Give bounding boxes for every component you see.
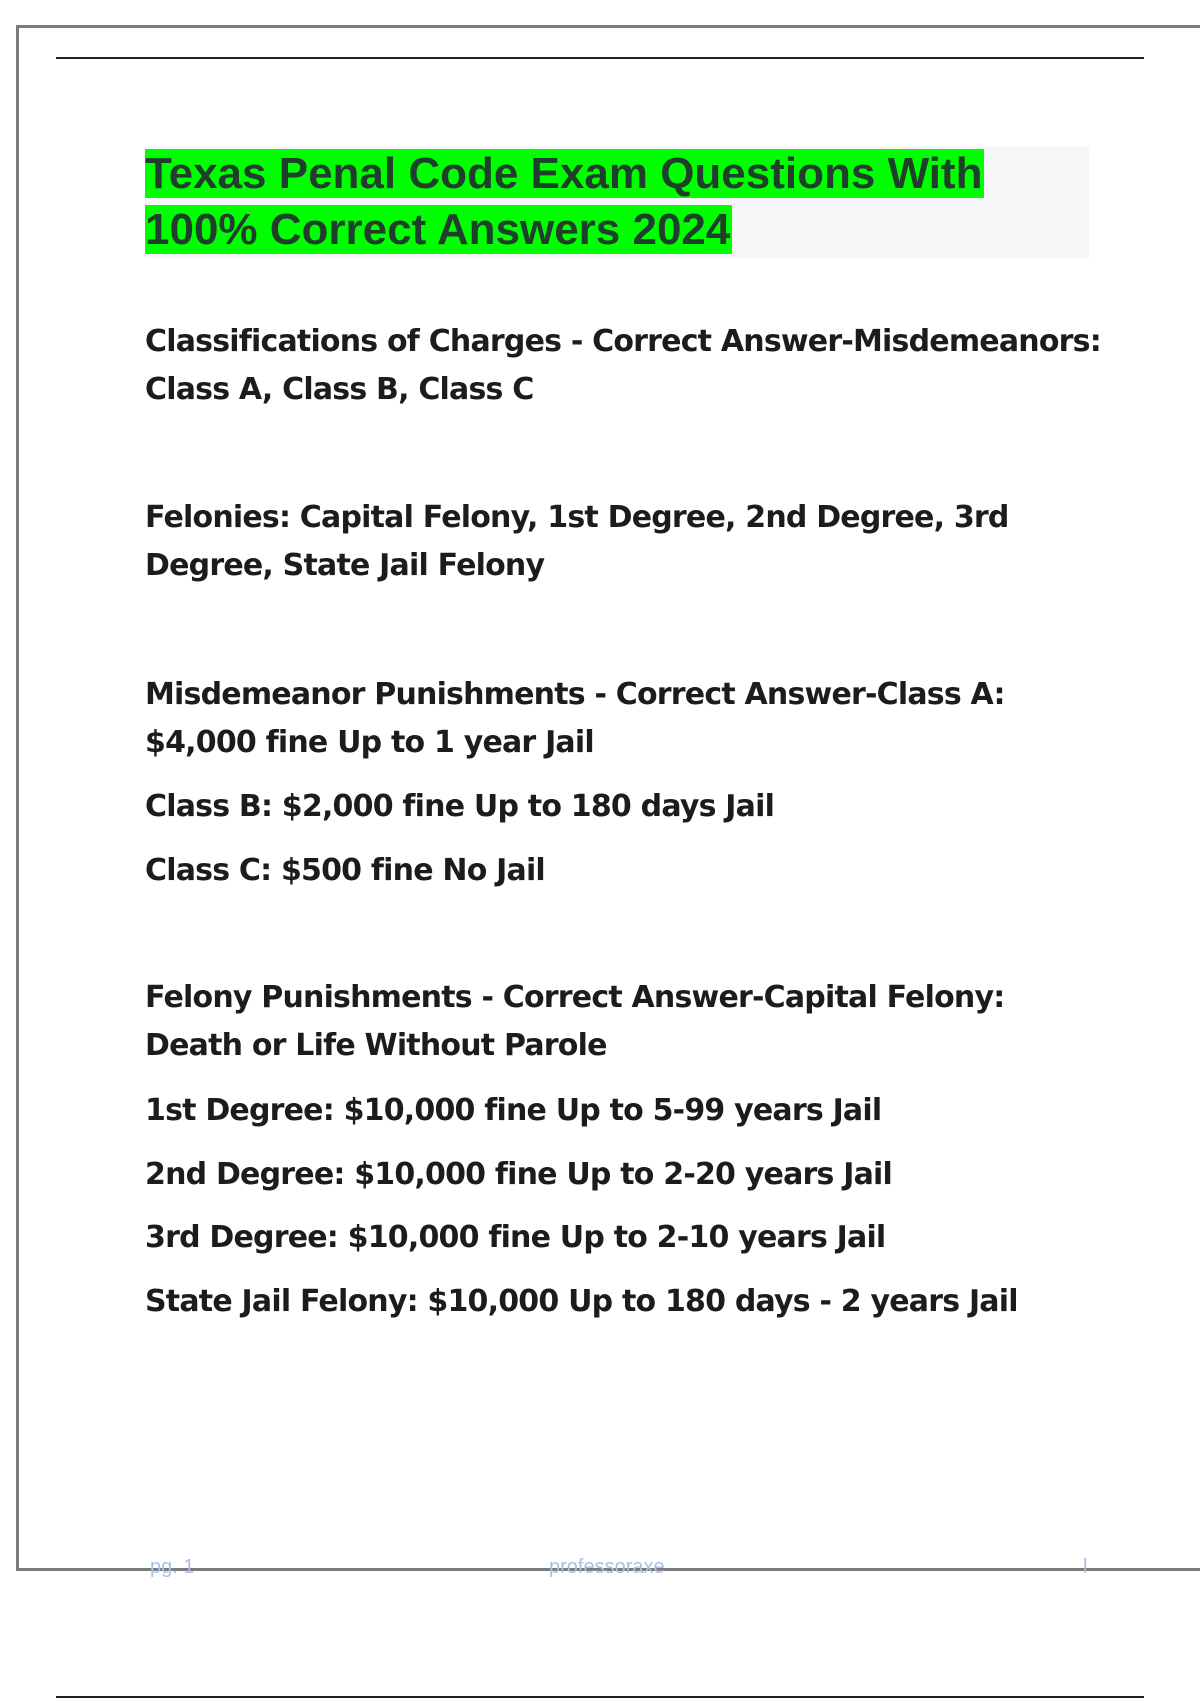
state-jail-punishment: State Jail Felony: $10,000 Up to 180 days - 2 years Jail [145, 1284, 1018, 1319]
bottom-rule [56, 1696, 1144, 1698]
class-b-row [145, 783, 1105, 831]
felonies-classification [145, 494, 1105, 590]
capital-felony-punishment: Felony Punishments - Correct Answer-Capital Felony: Death or Life Without Parole [145, 980, 1005, 1063]
felony-punishments-question [145, 974, 1105, 1070]
document-title [145, 146, 1089, 258]
first-degree-punishment: 1st Degree: $10,000 fine Up to 5-99 years Jail [145, 1093, 882, 1128]
first-degree-row [145, 1087, 1105, 1135]
footer-marker: l [1083, 1556, 1088, 1578]
page-footer [0, 1556, 1200, 1586]
third-degree-row [145, 1214, 1105, 1262]
misdemeanor-punishments-question [145, 671, 1105, 767]
header-rule [56, 57, 1144, 59]
title-line-1: Texas Penal Code Exam Questions With [145, 149, 983, 198]
class-a-punishment: Misdemeanor Punishments - Correct Answer-Class A: $4,000 fine Up to 1 year Jail [145, 677, 1005, 760]
felonies-answer: Felonies: Capital Felony, 1st Degree, 2nd Degree, 3rd Degree, State Jail Felony [145, 500, 1009, 583]
state-jail-row [145, 1278, 1105, 1326]
title-block [145, 146, 1089, 258]
footer-author: professoraxe [549, 1556, 665, 1578]
second-degree-row [145, 1151, 1105, 1199]
page-number: pg. 1 [150, 1556, 195, 1578]
class-b-punishment: Class B: $2,000 fine Up to 180 days Jail [145, 789, 775, 824]
class-c-punishment: Class C: $500 fine No Jail [145, 853, 545, 888]
classifications-question [145, 318, 1105, 414]
second-degree-punishment: 2nd Degree: $10,000 fine Up to 2-20 years Jail [145, 1157, 892, 1192]
third-degree-punishment: 3rd Degree: $10,000 fine Up to 2-10 years Jail [145, 1220, 886, 1255]
classifications-answer: Classifications of Charges - Correct Answer-Misdemeanors: Class A, Class B, Class C [145, 324, 1101, 407]
title-line-2: 100% Correct Answers 2024 [145, 205, 731, 254]
class-c-row [145, 847, 1105, 895]
